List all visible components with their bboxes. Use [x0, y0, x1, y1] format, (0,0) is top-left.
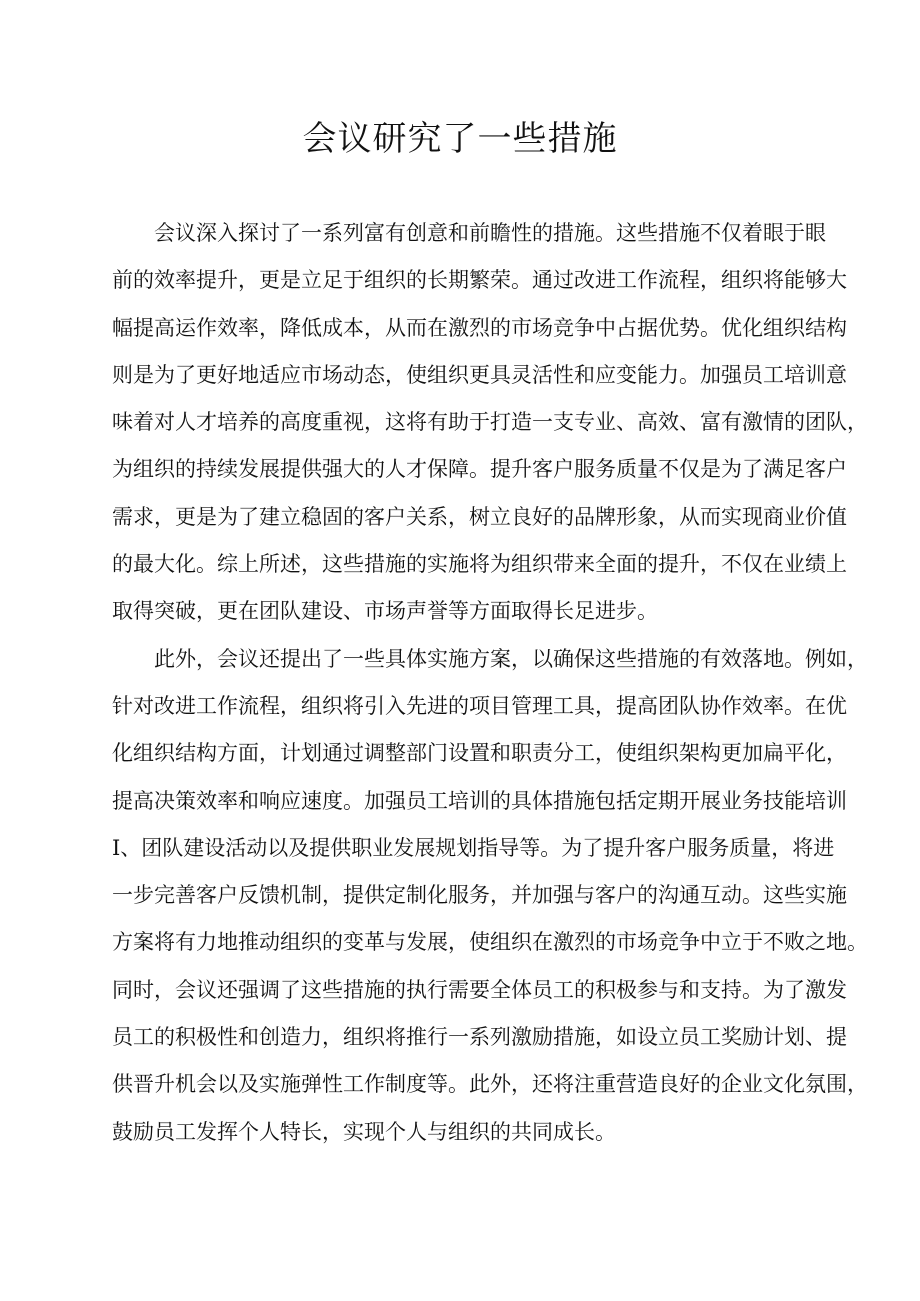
paragraph-1-line-1: 会议深入探讨了一系列富有创意和前瞻性的措施。这些措施不仅着眼于眼 [154, 221, 826, 245]
paragraph-1-line-5: 味着对人才培养的高度重视，这将有助于打造一支专业、高效、富有激情的团队， [112, 410, 868, 435]
paragraph-1-line-2: 前的效率提升，更是立足于组织的长期繁荣。通过改进工作流程，组织将能够大 [112, 268, 847, 293]
paragraph-1-line-6: 为组织的持续发展提供强大的人才保障。提升客户服务质量不仅是为了满足客户 [112, 457, 847, 482]
paragraph-1-line-3: 幅提高运作效率，降低成本，从而在激烈的市场竞争中占据优势。优化组织结构 [112, 315, 847, 340]
paragraph-1-line-9: 取得突破，更在团队建设、市场声誉等方面取得长足进步。 [112, 599, 658, 624]
paragraph-2-line-6: 一步完善客户反馈机制，提供定制化服务，并加强与客户的沟通互动。这些实施 [112, 883, 847, 908]
paragraph-2-line-1: 此外，会议还提出了一些具体实施方案，以确保这些措施的有效落地。例如， [154, 646, 868, 671]
paragraph-1-line-7: 需求，更是为了建立稳固的客户关系，树立良好的品牌形象，从而实现商业价值 [112, 504, 847, 529]
paragraph-2-line-4: 提高决策效率和响应速度。加强员工培训的具体措施包括定期开展业务技能培训 [112, 788, 847, 813]
paragraph-2-line-9: 员工的积极性和创造力，组织将推行一系列激励措施，如设立员工奖励计划、提 [112, 1025, 847, 1050]
page-title: 会议研究了一些措施 [302, 119, 618, 159]
paragraph-1-line-4: 则是为了更好地适应市场动态，使组织更具灵活性和应变能力。加强员工培训意 [112, 362, 847, 387]
paragraph-2-line-8: 同时，会议还强调了这些措施的执行需要全体员工的积极参与和支持。为了激发 [112, 977, 847, 1002]
paragraph-1-line-8: 的最大化。综上所述，这些措施的实施将为组织带来全面的提升，不仅在业绩上 [112, 552, 847, 577]
paragraph-2-line-5: I、团队建设活动以及提供职业发展规划指导等。为了提升客户服务质量，将进 [112, 835, 835, 860]
paragraph-2-line-7: 方案将有力地推动组织的变革与发展，使组织在激烈的市场竞争中立于不败之地。 [112, 930, 868, 955]
paragraph-2-line-10: 供晋升机会以及实施弹性工作制度等。此外，还将注重营造良好的企业文化氛围， [112, 1072, 868, 1097]
document-body [112, 210, 868, 1156]
paragraph-2-line-11: 鼓励员工发挥个人特长，实现个人与组织的共同成长。 [112, 1119, 616, 1144]
paragraph-2-line-2: 针对改进工作流程，组织将引入先进的项目管理工具，提高团队协作效率。在优 [112, 693, 847, 718]
paragraph-2-line-3: 化组织结构方面，计划通过调整部门设置和职责分工，使组织架构更加扁平化， [112, 741, 847, 766]
